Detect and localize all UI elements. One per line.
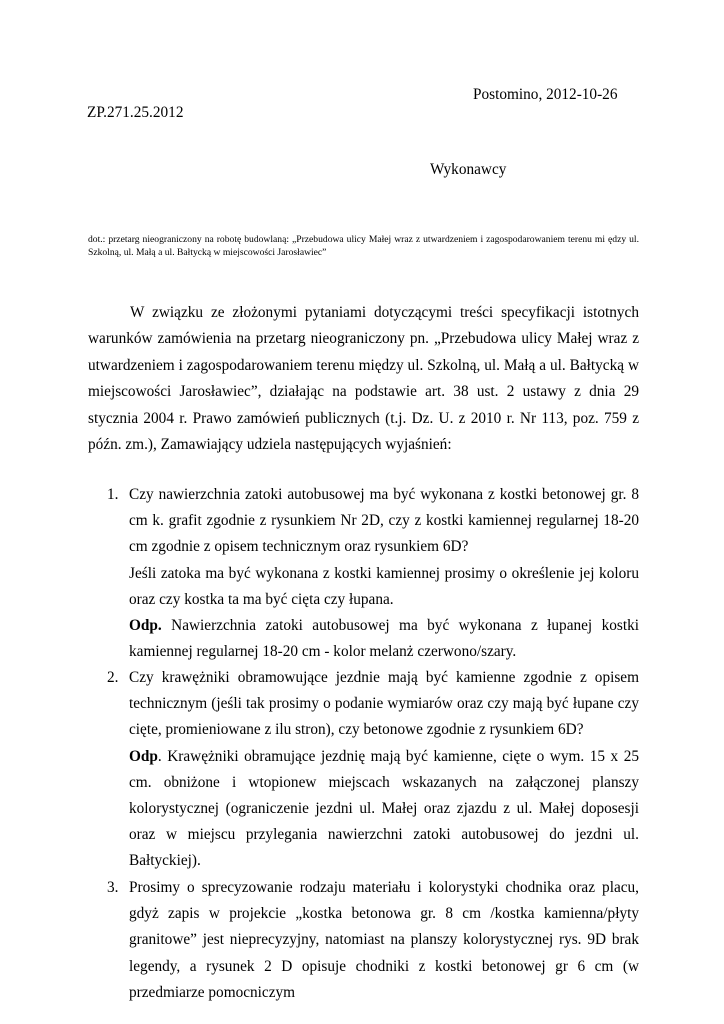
reference-number: ZP.271.25.2012 — [87, 104, 184, 121]
list-item — [107, 875, 639, 1006]
answer — [129, 613, 639, 665]
date-place: Postomino, 2012-10-26 — [473, 86, 618, 103]
item-number: 2. — [107, 669, 119, 686]
answer-label: Odp. — [129, 617, 162, 635]
list-item — [107, 482, 639, 665]
list-item — [107, 665, 639, 875]
question-text: Czy nawierzchnia zatoki autobusowej ma być wykonana z kostki betonowej gr. 8 cm k. grafit zgodnie z rysunkiem Nr 2D, czy z kostki kamiennej regularnej 18-20 cm zgodnie z opisem technicznym oraz rysunkiem 6D? — [129, 486, 639, 556]
question-text: Czy krawężniki obramowujące jezdnie mają być kamienne zgodnie z opisem technicznym (jeśli tak prosimy o podanie wymiarów oraz czy mają być łupane czy cięte, promieniowane z ilu stron), czy betonowe zgodnie z rysunkiem 6D? — [129, 669, 639, 739]
answer-label: Odp — [129, 747, 158, 765]
subject-line: dot.: przetarg nieograniczony na robotę budowlaną: „Przebudowa ulicy Małej wraz z utwardzeniem i zagospodarowaniem terenu mi ędzy ul. Szkolną, ul. Małą a ul. Bałtycką w miejscowości Jarosławiec” — [88, 234, 639, 258]
answer — [129, 744, 639, 875]
item-number: 3. — [107, 879, 119, 896]
answer-text: . Krawężniki obramujące jezdnię mają być kamienne, cięte o wym. 15 x 25 cm. obniżone i wtopionew miejscach wskazanych na załączonej planszy kolorystycznej (ograniczenie jezdni ul. Małej oraz zjazdu z ul. Małej doposesji oraz w miejscu przylegania nawierzchni zatoki autobusowej do jezdni ul. Bałtyckiej). — [129, 747, 639, 870]
intro-paragraph: W związku ze złożonymi pytaniami dotyczącymi treści specyfikacji istotnych warunków zamówienia na przetarg nieograniczony pn. „Przebudowa ulicy Małej wraz z utwardzeniem i zagospodarowaniem terenu między ul. Szkolną, ul. Małą a ul. Bałtycką w miejscowości Jarosławiec”, działając na podstawie art. 38 ust. 2 ustawy z dnia 29 stycznia 2004 r. Prawo zamówień publicznych (t.j. Dz. U. z 2010 r. Nr 113, poz. 759 z późn. zm.), Zamawiający udziela następujących wyjaśnień: — [88, 304, 639, 454]
question-text-continued: Jeśli zatoka ma być wykonana z kostki kamiennej prosimy o określenie jej koloru oraz czy kostka ta ma być cięta czy łupana. — [129, 564, 639, 608]
question-text: Prosimy o sprecyzowanie rodzaju materiału i kolorystyki chodnika oraz placu, gdyż zapis w projekcie „kostka betonowa gr. 8 cm /kostka kamienna/płyty granitowe” jest nieprecyzyjny, natomiast na planszy kolorystycznej rys. 9D brak legendy, a rysunek 2 D opisuje chodniki z kostki betonowej gr 6 cm (w przedmiarze pomocniczym — [129, 879, 639, 1001]
answer-text: Nawierzchnia zatoki autobusowej ma być wykonana z łupanej kostki kamiennej regularnej 18-20 cm - kolor melanż czerwono/szary. — [129, 617, 639, 661]
recipient: Wykonawcy — [430, 161, 507, 178]
item-number: 1. — [107, 486, 119, 503]
